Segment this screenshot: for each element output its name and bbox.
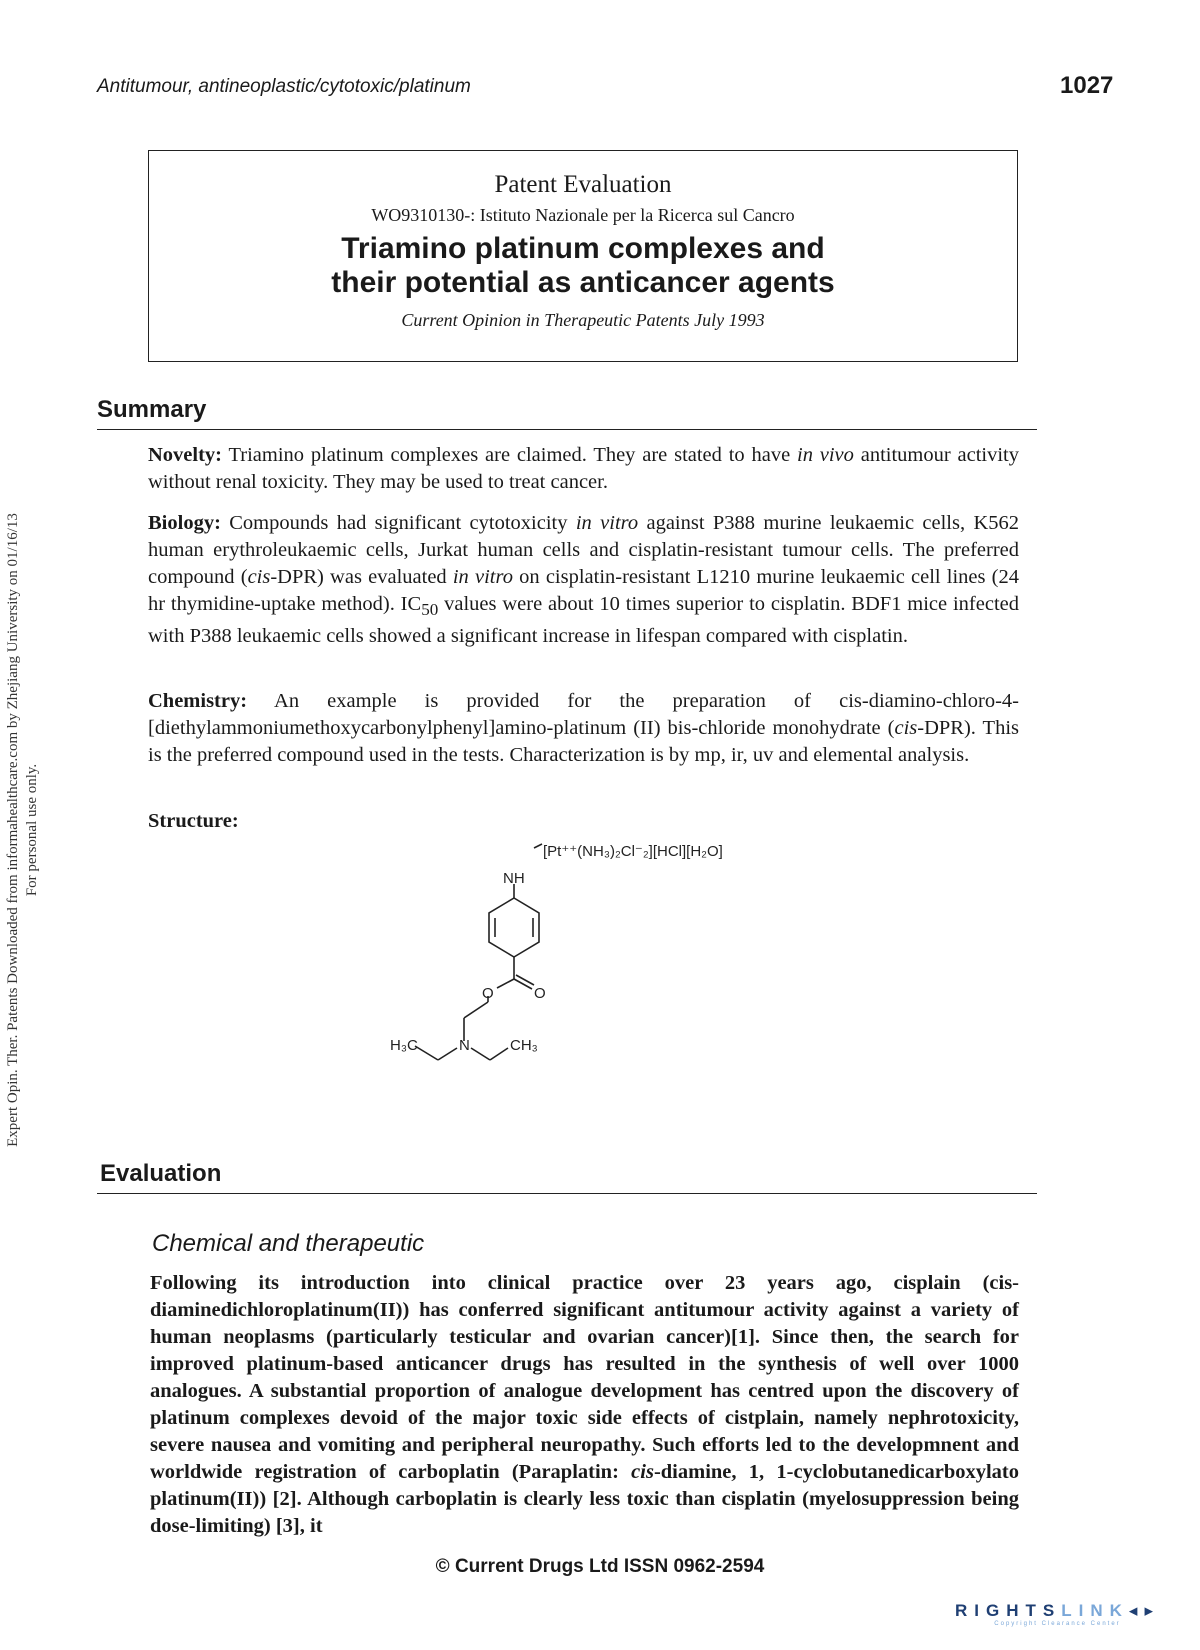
right-methyl-label: CH₃	[510, 1037, 538, 1054]
ester-oxygen-label: O	[482, 985, 494, 1002]
box-kicker: Patent Evaluation	[494, 171, 672, 198]
ic50-subscript: 50	[421, 600, 439, 620]
evaluation-text-1: Following its introduction into clinical practice over 23 years ago, cisplain (cis-diaminedichloroplatinum(II)) has conferred significant antitumour activity against a variety of human neoplasms (particularly testicular and ovarian cancer)[1]. Since then, the search for improved platinum-based anticancer drugs has resulted in the synthesis of well over 1000 analogues. A substantial proportion of analogue development has centred upon the discovery of platinum complexes devoid of the major toxic side effects of cistplain, namely nephrotoxicity, severe nausea and vomiting and peripheral neuropathy. Such efforts led to the developmnent and worldwide registration of carboplatin (Paraplatin:	[150, 1272, 1019, 1483]
novelty-paragraph	[148, 442, 1019, 496]
biology-text-5: values were about 10 times superior to cisplatin. BDF1 mice infected with P388 leukaemic cells showed a significant increase in lifespan compared with cisplatin.	[148, 593, 1020, 648]
biology-italic-2: cis	[247, 566, 271, 588]
biology-text-3: -DPR) was evaluated	[270, 566, 453, 588]
article-title-line-2: their potential as anticancer agents	[331, 266, 835, 299]
bond-carbonyl-o-double-1	[514, 979, 532, 989]
rightslink-logo[interactable]	[955, 1601, 1160, 1627]
rightslink-subtitle: Copyright Clearance Center	[994, 1621, 1121, 1627]
biology-italic-1: in vitro	[575, 512, 639, 534]
left-methyl-label: H₃C	[390, 1037, 418, 1054]
footer-copyright: © Current Drugs Ltd ISSN 0962-2594	[435, 1556, 765, 1577]
biology-label: Biology:	[148, 512, 221, 534]
page-number: 1027	[1060, 72, 1114, 99]
platinum-moiety-label: [Pt⁺⁺(NH₃)₂Cl⁻₂][HCl][H₂O]	[543, 843, 723, 860]
carbonyl-oxygen-label: O	[534, 985, 546, 1002]
journal-source: Current Opinion in Therapeutic Patents July 1993	[401, 310, 765, 330]
novelty-italic: in vivo	[797, 444, 854, 466]
summary-heading: Summary	[97, 396, 207, 423]
biology-text-2: against P388 murine leukaemic cells, K562 human erythroleukaemic cells, Jurkat human cells and cisplatin-resistant tumour cells. The preferred compound (	[148, 512, 1020, 588]
article-title-line-1: Triamino platinum complexes and	[341, 232, 825, 265]
bond-ethyl-left-ch3	[415, 1046, 438, 1060]
novelty-text-2: antitumour activity without renal toxicity. They may be used to treat cancer.	[148, 444, 1019, 493]
chemistry-text-2: -DPR). This is the preferred compound used in the tests. Characterization is by mp, ir, uv and elemental analysis.	[148, 717, 1019, 766]
novelty-text-1: Triamino platinum complexes are claimed. They are stated to have	[222, 444, 797, 466]
evaluation-heading: Evaluation	[100, 1160, 222, 1187]
download-margin-note	[4, 480, 42, 1180]
rightslink-arrow-icon: ◂▸	[1128, 1601, 1160, 1620]
biology-text-1: Compounds had significant cytotoxicity	[220, 512, 576, 534]
bond-n-ethyl-right	[471, 1048, 490, 1060]
patent-number: WO9310130-: Istituto Nazionale per la Ricerca sul Cancro	[371, 205, 795, 225]
evaluation-paragraph	[150, 1270, 1019, 1540]
bond-nh-pt	[534, 844, 542, 848]
chemistry-paragraph	[148, 688, 1019, 769]
nh-label: NH	[503, 870, 525, 887]
rightslink-wordmark	[955, 1601, 1160, 1621]
chemistry-label: Chemistry:	[148, 690, 248, 712]
patent-evaluation-box	[148, 150, 1018, 362]
chemical-therapeutic-subheading: Chemical and therapeutic	[152, 1230, 425, 1257]
evaluation-italic: cis	[631, 1461, 654, 1483]
evaluation-text-2: -diamine, 1, 1-cyclobutanedicarboxylato platinum(II)) [2]. Although carboplatin is clearly less toxic than cisplatin (myelosuppression being dose-limiting) [3], it	[150, 1461, 1019, 1537]
margin-note-line-1: Expert Opin. Ther. Patents Downloaded from informahealthcare.com by Zhejiang University on 01/16/13	[5, 513, 21, 1147]
margin-note-line-2: For personal use only.	[24, 763, 40, 897]
biology-italic-3: in vitro	[452, 566, 513, 588]
evaluation-rule	[97, 1193, 1037, 1194]
summary-rule	[97, 429, 1037, 430]
running-header: Antitumour, antineoplastic/cytotoxic/platinum	[97, 76, 471, 97]
novelty-label: Novelty:	[148, 444, 223, 466]
chemistry-text-1: An example is provided for the preparation of cis-diamino-chloro-4-[diethylammoniumethoxycarbonylphenyl]amino-platinum (II) bis-chloride monohydrate (	[148, 690, 1019, 739]
bond-carbonyl-o-double-2	[516, 975, 534, 985]
benzene-ring	[489, 898, 539, 957]
rightslink-rights: RIGHTS	[955, 1601, 1062, 1620]
chemical-structure-diagram	[360, 836, 780, 1106]
bond-ethyl-right-ch3	[490, 1048, 508, 1060]
bond-carbonyl-o-ester	[497, 979, 514, 988]
rightslink-link: LINK	[1061, 1601, 1129, 1620]
article-title	[149, 232, 1017, 300]
bond-ch2-ch2	[464, 1002, 488, 1018]
bond-n-ethyl-left	[438, 1048, 457, 1060]
chemistry-italic: cis	[894, 717, 918, 739]
biology-paragraph	[148, 510, 1019, 650]
amine-nitrogen-label: N	[459, 1037, 470, 1054]
structure-label: Structure:	[148, 810, 239, 832]
biology-text-4: on cisplatin-resistant L1210 murine leukaemic cell lines (24 hr thymidine-uptake method). IC	[148, 566, 1019, 615]
